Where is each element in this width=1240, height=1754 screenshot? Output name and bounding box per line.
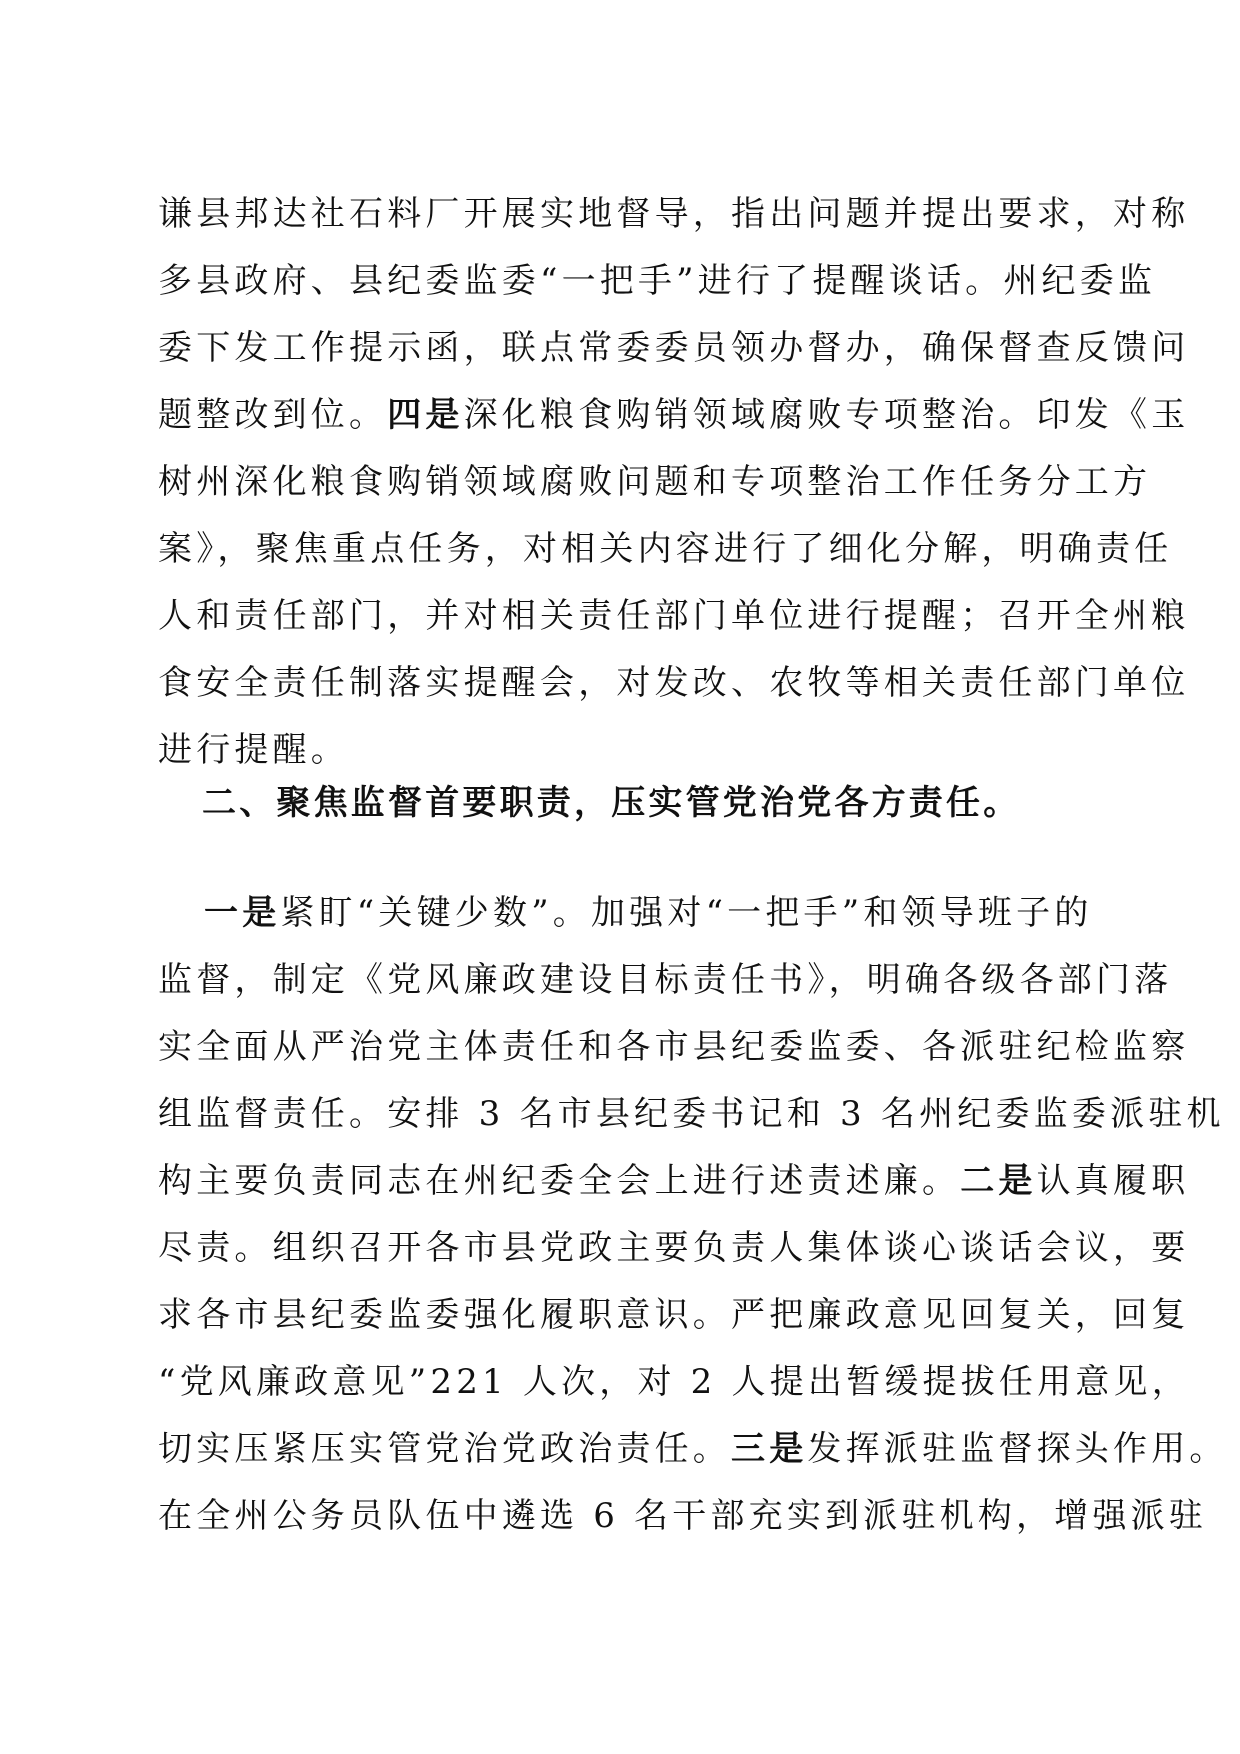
text-line: 在全州公务员队伍中遴选 6 名干部充实到派驻机构，增强派驻 bbox=[158, 1496, 1208, 1536]
text-line: 组监督责任。安排 3 名市县纪委书记和 3 名州纪委监委派驻机 bbox=[158, 1094, 1225, 1134]
text-line: 实全面从严治党主体责任和各市县纪委监委、各派驻纪检监察 bbox=[158, 1027, 1190, 1067]
text-run: 题整改到位。 bbox=[158, 395, 388, 435]
text-line: 进行提醒。 bbox=[158, 730, 349, 770]
text-line: 尽责。组织召开各市县党政主要负责人集体谈心谈话会议，要 bbox=[158, 1228, 1190, 1268]
keyword-bold: 一是 bbox=[204, 893, 281, 933]
text-line bbox=[158, 1148, 1190, 1215]
text-line: 食安全责任制落实提醒会，对发改、农牧等相关责任部门单位 bbox=[158, 663, 1190, 703]
keyword-bold: 三是 bbox=[731, 1429, 808, 1469]
text-run: 构主要负责同志在州纪委全会上进行述责述廉。 bbox=[158, 1161, 961, 1201]
text-run: 认真履职 bbox=[1036, 1161, 1190, 1201]
text-run: 深化粮食购销领域腐败专项整治。印发《玉 bbox=[463, 395, 1190, 435]
text-line bbox=[158, 880, 1093, 947]
paragraph-section-two bbox=[158, 880, 1228, 1550]
section-heading: 二、聚焦监督首要职责，压实管党治党各方责任。 bbox=[202, 783, 1021, 823]
text-line: 监督，制定《党风廉政建设目标责任书》，明确各级各部门落 bbox=[158, 960, 1173, 1000]
text-line: 多县政府、县纪委监委“一把手”进行了提醒谈话。州纪委监 bbox=[158, 261, 1157, 301]
text-line: “党风廉政意见”221 人次，对 2 人提出暂缓提拔任用意见， bbox=[158, 1362, 1190, 1402]
text-line: 谦县邦达社石料厂开展实地督导，指出问题并提出要求，对称 bbox=[158, 194, 1190, 234]
paragraph-continued bbox=[158, 181, 1190, 784]
text-line: 案》，聚焦重点任务，对相关内容进行了细化分解，明确责任 bbox=[158, 529, 1173, 569]
text-line: 委下发工作提示函，联点常委委员领办督办，确保督查反馈问 bbox=[158, 328, 1190, 368]
text-line: 人和责任部门，并对相关责任部门单位进行提醒；召开全州粮 bbox=[158, 596, 1190, 636]
text-run: 切实压紧压实管党治党政治责任。 bbox=[158, 1429, 731, 1469]
text-line: 树州深化粮食购销领域腐败问题和专项整治工作任务分工方 bbox=[158, 462, 1152, 502]
text-line bbox=[158, 382, 1190, 449]
text-run: 发挥派驻监督探头作用。 bbox=[807, 1429, 1228, 1469]
keyword-bold: 二是 bbox=[960, 1161, 1037, 1201]
text-run: 紧盯“关键少数”。加强对“一把手”和领导班子的 bbox=[280, 893, 1093, 933]
text-line: 求各市县纪委监委强化履职意识。严把廉政意见回复关，回复 bbox=[158, 1295, 1190, 1335]
text-line bbox=[158, 1416, 1228, 1483]
keyword-bold: 四是 bbox=[387, 395, 464, 435]
